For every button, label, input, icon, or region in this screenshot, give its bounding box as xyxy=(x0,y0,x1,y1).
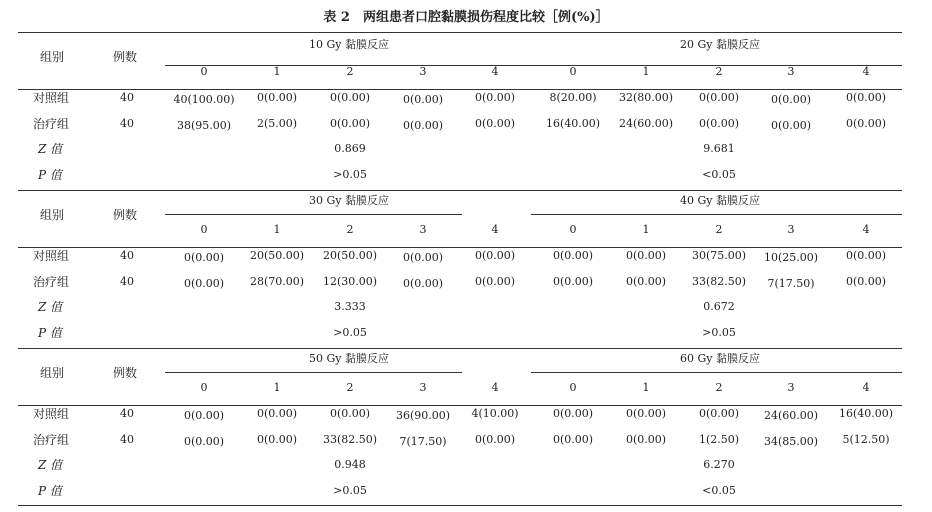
data-cell: 0(0.00) xyxy=(256,91,298,104)
grade-column-right: 2 xyxy=(715,381,723,394)
data-cell: 20(50.00) xyxy=(249,249,305,262)
data-cell: 30(75.00) xyxy=(691,249,747,262)
data-cell: 0(0.00) xyxy=(625,433,667,446)
grade-column-left: 3 xyxy=(419,65,427,78)
table-title: 表 2 两组患者口腔黏膜损伤程度比较［例(%)］ xyxy=(323,10,609,25)
dose-header-rule-left xyxy=(165,372,462,373)
row-count: 40 xyxy=(120,407,134,420)
data-cell: 16(40.00) xyxy=(545,117,601,130)
grade-column-right: 1 xyxy=(642,381,650,394)
row-group-label: 治疗组 xyxy=(33,117,70,131)
data-cell: 4(10.00) xyxy=(471,407,519,420)
p-value-label: P 值 xyxy=(38,326,62,340)
data-cell: 1(2.50) xyxy=(698,433,740,446)
z-value-label: Z 值 xyxy=(38,142,63,156)
z-value-left: 0.948 xyxy=(334,458,366,471)
z-value-label: Z 值 xyxy=(38,300,63,314)
data-cell: 0(0.00) xyxy=(402,119,444,132)
grade-column-left: 3 xyxy=(419,223,427,236)
data-cell: 0(0.00) xyxy=(698,117,740,130)
data-cell: 0(0.00) xyxy=(402,277,444,290)
data-cell: 0(0.00) xyxy=(625,275,667,288)
data-cell: 0(0.00) xyxy=(402,93,444,106)
row-group-label: 对照组 xyxy=(33,407,70,421)
data-cell: 0(0.00) xyxy=(474,433,516,446)
row-count: 40 xyxy=(120,249,134,262)
data-cell: 7(17.50) xyxy=(399,435,447,448)
panel-top-rule xyxy=(18,348,902,349)
data-cell: 8(20.00) xyxy=(549,91,597,104)
grade-column-left: 3 xyxy=(419,381,427,394)
p-value-label: P 值 xyxy=(38,484,62,498)
grade-column-right: 4 xyxy=(862,65,870,78)
data-cell: 0(0.00) xyxy=(329,407,371,420)
data-cell: 0(0.00) xyxy=(625,249,667,262)
panel-top-rule xyxy=(18,32,902,33)
row-count: 40 xyxy=(120,117,134,130)
data-cell: 0(0.00) xyxy=(183,251,225,264)
grade-column-left: 4 xyxy=(491,381,499,394)
grade-column-left: 1 xyxy=(273,381,281,394)
p-value-left: >0.05 xyxy=(333,484,367,497)
data-cell: 0(0.00) xyxy=(183,409,225,422)
data-cell: 0(0.00) xyxy=(552,275,594,288)
dose-right-header: 20 Gy 黏膜反应 xyxy=(680,38,760,51)
data-cell: 16(40.00) xyxy=(838,407,894,420)
data-cell: 0(0.00) xyxy=(402,251,444,264)
data-cell: 34(85.00) xyxy=(763,435,819,448)
grade-column-right: 3 xyxy=(787,65,795,78)
z-value-label: Z 值 xyxy=(38,458,63,472)
data-cell: 0(0.00) xyxy=(552,407,594,420)
p-value-right: <0.05 xyxy=(702,168,736,181)
data-cell: 0(0.00) xyxy=(770,119,812,132)
z-value-right: 6.270 xyxy=(703,458,735,471)
grade-column-left: 2 xyxy=(346,381,354,394)
z-value-left: 0.869 xyxy=(334,142,366,155)
data-cell: 0(0.00) xyxy=(625,407,667,420)
dose-left-header: 30 Gy 黏膜反应 xyxy=(309,194,389,207)
data-cell: 12(30.00) xyxy=(322,275,378,288)
data-cell: 0(0.00) xyxy=(474,117,516,130)
data-cell: 0(0.00) xyxy=(474,249,516,262)
dose-left-header: 50 Gy 黏膜反应 xyxy=(309,352,389,365)
data-cell: 0(0.00) xyxy=(552,433,594,446)
grade-column-right: 0 xyxy=(569,65,577,78)
data-cell: 2(5.00) xyxy=(256,117,298,130)
group-column-header: 组别 xyxy=(40,366,65,380)
row-group-label: 对照组 xyxy=(33,91,70,105)
p-value-right: <0.05 xyxy=(702,484,736,497)
header-bottom-rule xyxy=(18,405,902,406)
data-cell: 0(0.00) xyxy=(256,407,298,420)
grade-column-right: 2 xyxy=(715,223,723,236)
data-cell: 40(100.00) xyxy=(173,93,235,106)
grade-column-left: 0 xyxy=(200,381,208,394)
data-cell: 0(0.00) xyxy=(329,91,371,104)
grade-column-left: 1 xyxy=(273,223,281,236)
grade-column-left: 0 xyxy=(200,223,208,236)
count-column-header: 例数 xyxy=(113,366,138,380)
count-column-header: 例数 xyxy=(113,208,138,222)
dose-header-rule-left xyxy=(165,214,462,215)
header-bottom-rule xyxy=(18,247,902,248)
dose-right-header: 40 Gy 黏膜反应 xyxy=(680,194,760,207)
data-cell: 0(0.00) xyxy=(770,93,812,106)
grade-column-right: 4 xyxy=(862,223,870,236)
row-group-label: 治疗组 xyxy=(33,275,70,289)
data-cell: 36(90.00) xyxy=(395,409,451,422)
data-cell: 7(17.50) xyxy=(767,277,815,290)
dose-header-rule-right xyxy=(531,372,902,373)
data-cell: 0(0.00) xyxy=(183,435,225,448)
grade-column-right: 0 xyxy=(569,381,577,394)
row-group-label: 对照组 xyxy=(33,249,70,263)
data-cell: 0(0.00) xyxy=(845,91,887,104)
grade-column-right: 1 xyxy=(642,65,650,78)
data-cell: 33(82.50) xyxy=(322,433,378,446)
data-cell: 0(0.00) xyxy=(329,117,371,130)
table-bottom-rule xyxy=(18,505,902,506)
data-cell: 0(0.00) xyxy=(474,91,516,104)
z-value-left: 3.333 xyxy=(334,300,366,313)
data-cell: 0(0.00) xyxy=(845,117,887,130)
data-cell: 33(82.50) xyxy=(691,275,747,288)
row-count: 40 xyxy=(120,275,134,288)
grade-column-left: 0 xyxy=(200,65,208,78)
data-cell: 38(95.00) xyxy=(176,119,232,132)
row-count: 40 xyxy=(120,91,134,104)
grade-column-right: 3 xyxy=(787,223,795,236)
dose-right-header: 60 Gy 黏膜反应 xyxy=(680,352,760,365)
p-value-left: >0.05 xyxy=(333,168,367,181)
dose-left-header: 10 Gy 黏膜反应 xyxy=(309,38,389,51)
data-cell: 0(0.00) xyxy=(845,275,887,288)
data-cell: 10(25.00) xyxy=(763,251,819,264)
grade-column-right: 4 xyxy=(862,381,870,394)
data-cell: 0(0.00) xyxy=(183,277,225,290)
p-value-left: >0.05 xyxy=(333,326,367,339)
data-cell: 0(0.00) xyxy=(552,249,594,262)
grade-column-left: 2 xyxy=(346,65,354,78)
grade-column-right: 1 xyxy=(642,223,650,236)
group-column-header: 组别 xyxy=(40,208,65,222)
grade-column-left: 4 xyxy=(491,65,499,78)
row-count: 40 xyxy=(120,433,134,446)
dose-header-rule-right xyxy=(531,214,902,215)
grade-column-left: 2 xyxy=(346,223,354,236)
data-cell: 0(0.00) xyxy=(845,249,887,262)
data-cell: 0(0.00) xyxy=(256,433,298,446)
data-cell: 0(0.00) xyxy=(474,275,516,288)
grade-column-right: 0 xyxy=(569,223,577,236)
data-cell: 0(0.00) xyxy=(698,407,740,420)
data-cell: 0(0.00) xyxy=(698,91,740,104)
group-column-header: 组别 xyxy=(40,50,65,64)
data-cell: 24(60.00) xyxy=(618,117,674,130)
header-bottom-rule xyxy=(18,89,902,90)
z-value-right: 0.672 xyxy=(703,300,735,313)
grade-column-left: 1 xyxy=(273,65,281,78)
p-value-label: P 值 xyxy=(38,168,62,182)
data-cell: 5(12.50) xyxy=(842,433,890,446)
grade-column-right: 2 xyxy=(715,65,723,78)
data-cell: 32(80.00) xyxy=(618,91,674,104)
panel-top-rule xyxy=(18,190,902,191)
data-cell: 20(50.00) xyxy=(322,249,378,262)
z-value-right: 9.681 xyxy=(703,142,735,155)
count-column-header: 例数 xyxy=(113,50,138,64)
p-value-right: >0.05 xyxy=(702,326,736,339)
grade-column-right: 3 xyxy=(787,381,795,394)
data-cell: 24(60.00) xyxy=(763,409,819,422)
row-group-label: 治疗组 xyxy=(33,433,70,447)
data-cell: 28(70.00) xyxy=(249,275,305,288)
grade-column-left: 4 xyxy=(491,223,499,236)
